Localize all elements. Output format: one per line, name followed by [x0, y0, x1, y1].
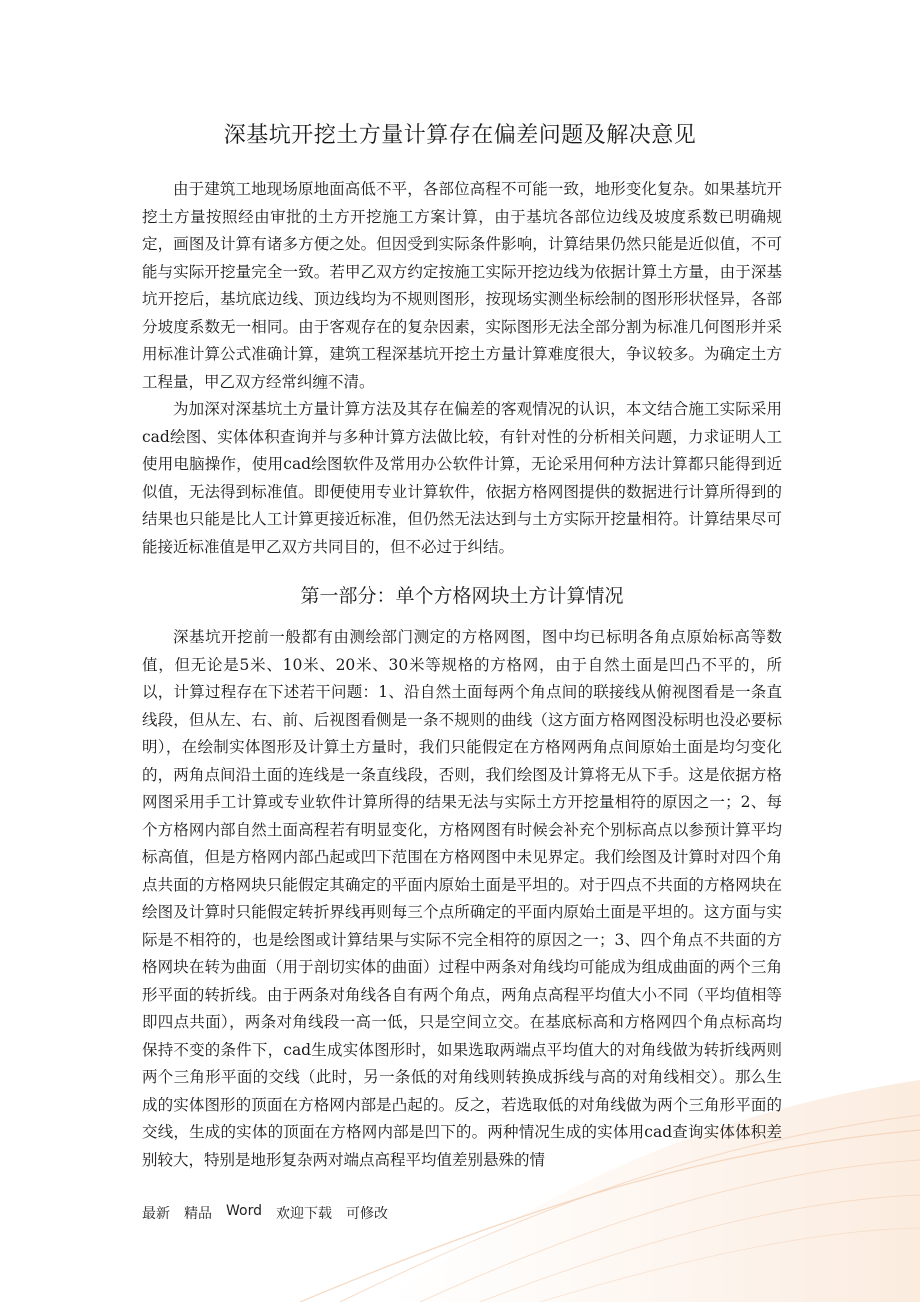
footer-text-premium: 精品: [184, 1206, 212, 1222]
footer-text-editable: 可修改: [345, 1206, 388, 1222]
section-heading: 第一部分：单个方格网块土方计算情况: [300, 585, 624, 607]
intro-paragraph-1: 由于建筑工地现场原地面高低不平，各部位高程不可能一致，地形变化复杂。如果基坑开挖土方量按照经由审批的土方开挖施工方案计算，由于基坑各部位边线及坡度系数已明确规定，画图及计算有诸多方便之处。但因受到实际条件影响，计算结果仍然只能是近似值，不可能与实际开挖量完全一致。若甲乙双方约定按施工实际开挖边线为依据计算土方量，由于深基坑开挖后，基坑底边线、顶边线均为不规则图形，按现场实测坐标绘制的图形形状怪异，各部分坡度系数无一相同。由于客观存在的复杂因素，实际图形无法全部分割为标准几何图形并采用标准计算公式准确计算，建筑工程深基坑开挖土方量计算难度很大，争议较多。为确定土方工程量，甲乙双方经常纠缠不清。: [142, 180, 782, 391]
footer-text-latest: 最新: [142, 1206, 170, 1222]
page-footer: [142, 1203, 388, 1223]
section-1: [142, 574, 782, 1174]
document-title: 深基坑开挖土方量计算存在偏差问题及解决意见: [223, 123, 697, 148]
footer-text-download: 欢迎下载: [275, 1206, 332, 1222]
section-1-paragraph: 深基坑开挖前一般都有由测绘部门测定的方格网图，图中均已标明各角点原始标高等数值，但无论是5米、10米、20米、30米等规格的方格网，由于自然土面是凹凸不平的，所以，计算过程存在下述若干问题：1、沿自然土面每两个角点间的联接线从俯视图看是一条直线段，但从左、右、前、后视图看侧是一条不规则的曲线（这方面方格网图没标明也没必要标明），在绘制实体图形及计算土方量时，我们只能假定在方格网两角点间原始土面是均匀变化的，两角点间沿土面的连线是一条直线段，否则，我们绘图及计算将无从下手。这是依据方格网图采用手工计算或专业软件计算所得的结果无法与实际土方开挖量相符的原因之一；2、每个方格网内部自然土面高程若有明显变化，方格网图有时候会补充个别标高点以参预计算平均标高值，但是方格网内部凸起或凹下范围在方格网图中未见界定。我们绘图及计算时对四个角点共面的方格网块只能假定其确定的平面内原始土面是平坦的。对于四点不共面的方格网块在绘图及计算时只能假定转折界线再则每三个点所确定的平面内原始土面是平坦的。这方面与实际是不相符的，也是绘图或计算结果与实际不完全相符的原因之一；3、四个角点不共面的方格网块在转为曲面（用于剖切实体的曲面）过程中两条对角线均可能成为组成曲面的两个三角形平面的转折线。由于两条对角线各自有两个角点，两角点高程平均值大小不同（平均值相等即四点共面），两条对角线段一高一低，只是空间立交。在基底标高和方格网四个角点标高均保持不变的条件下，cad生成实体图形时，如果选取两端点平均值大的对角线做为转折线两则两个三角形平面的交线（此时，另一条低的对角线则转换成拆线与高的对角线相交）。那么生成的实体图形的顶面在方格网内部是凸起的。反之，若选取低的对角线做为两个三角形平面的交线，生成的实体的顶面在方格网内部是凹下的。两种情况生成的实体用cad查询实体体积差别较大，特别是地形复杂两对端点高程平均值差别悬殊的情: [142, 628, 782, 1169]
footer-text-word: Word: [226, 1203, 262, 1219]
intro-paragraph-2: 为加深对深基坑土方量计算方法及其存在偏差的客观情况的认识，本文结合施工实际采用cad绘图、实体体积查询并与多种计算方法做比较，有针对性的分析相关问题，力求证明人工使用电脑操作，使用cad绘图软件及常用办公软件计算，无论采用何种方法计算都只能得到近似值，无法得到标准值。即便使用专业计算软件，依据方格网图提供的数据进行计算所得到的结果也只能是比人工计算更接近标准，但仍然无法达到与土方实际开挖量相符。计算结果尽可能接近标准值是甲乙双方共同目的，但不必过于纠结。: [142, 400, 782, 556]
intro-section: [142, 176, 782, 561]
